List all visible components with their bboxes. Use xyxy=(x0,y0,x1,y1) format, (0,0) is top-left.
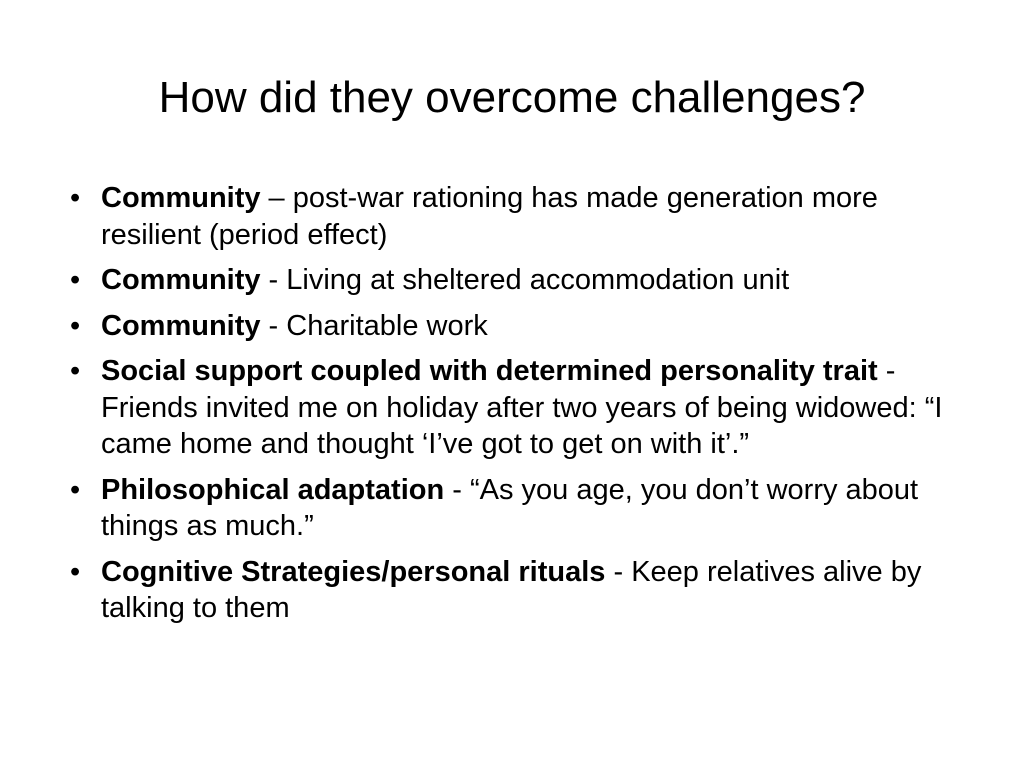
bullet-text: - “As you age, you don’t worry about things as much.” xyxy=(101,473,919,542)
bullet-item-social-support xyxy=(70,353,970,463)
bullet-icon: • xyxy=(70,182,81,214)
bullet-text: - Charitable work xyxy=(260,309,488,342)
bullet-lead: Social support coupled with determined personality trait xyxy=(101,355,878,387)
bullet-text: - Friends invited me on holiday after two years of being widowed: “I came home and thought ‘I’ve got to get on with it’.” xyxy=(101,355,943,460)
bullet-icon: • xyxy=(70,264,81,296)
bullet-lead: Community xyxy=(101,264,261,296)
bullet-item-cognitive-strategies xyxy=(70,554,970,627)
bullet-text: - Keep relatives alive by talking to them xyxy=(101,555,922,624)
bullet-item-community-resilience xyxy=(70,180,970,253)
bullet-icon: • xyxy=(70,555,81,588)
bullet-lead: Community xyxy=(101,182,261,214)
slide-title: How did they overcome challenges? xyxy=(158,73,866,122)
bullet-icon: • xyxy=(70,355,81,387)
bullet-text: – post-war rationing has made generation more resilient (period effect) xyxy=(101,182,878,251)
bullet-lead: Community xyxy=(101,309,261,342)
bullet-text: - Living at sheltered accommodation unit xyxy=(260,264,790,296)
bullet-item-community-sheltered-accommodation xyxy=(70,262,970,299)
bullet-icon: • xyxy=(70,473,81,506)
bullet-lead: Philosophical adaptation xyxy=(101,473,445,506)
bullet-item-community-charitable-work xyxy=(70,308,970,345)
bullet-list xyxy=(70,180,970,636)
bullet-icon: • xyxy=(70,309,81,342)
bullet-lead: Cognitive Strategies/personal rituals xyxy=(101,555,606,588)
bullet-item-philosophical-adaptation xyxy=(70,472,970,545)
